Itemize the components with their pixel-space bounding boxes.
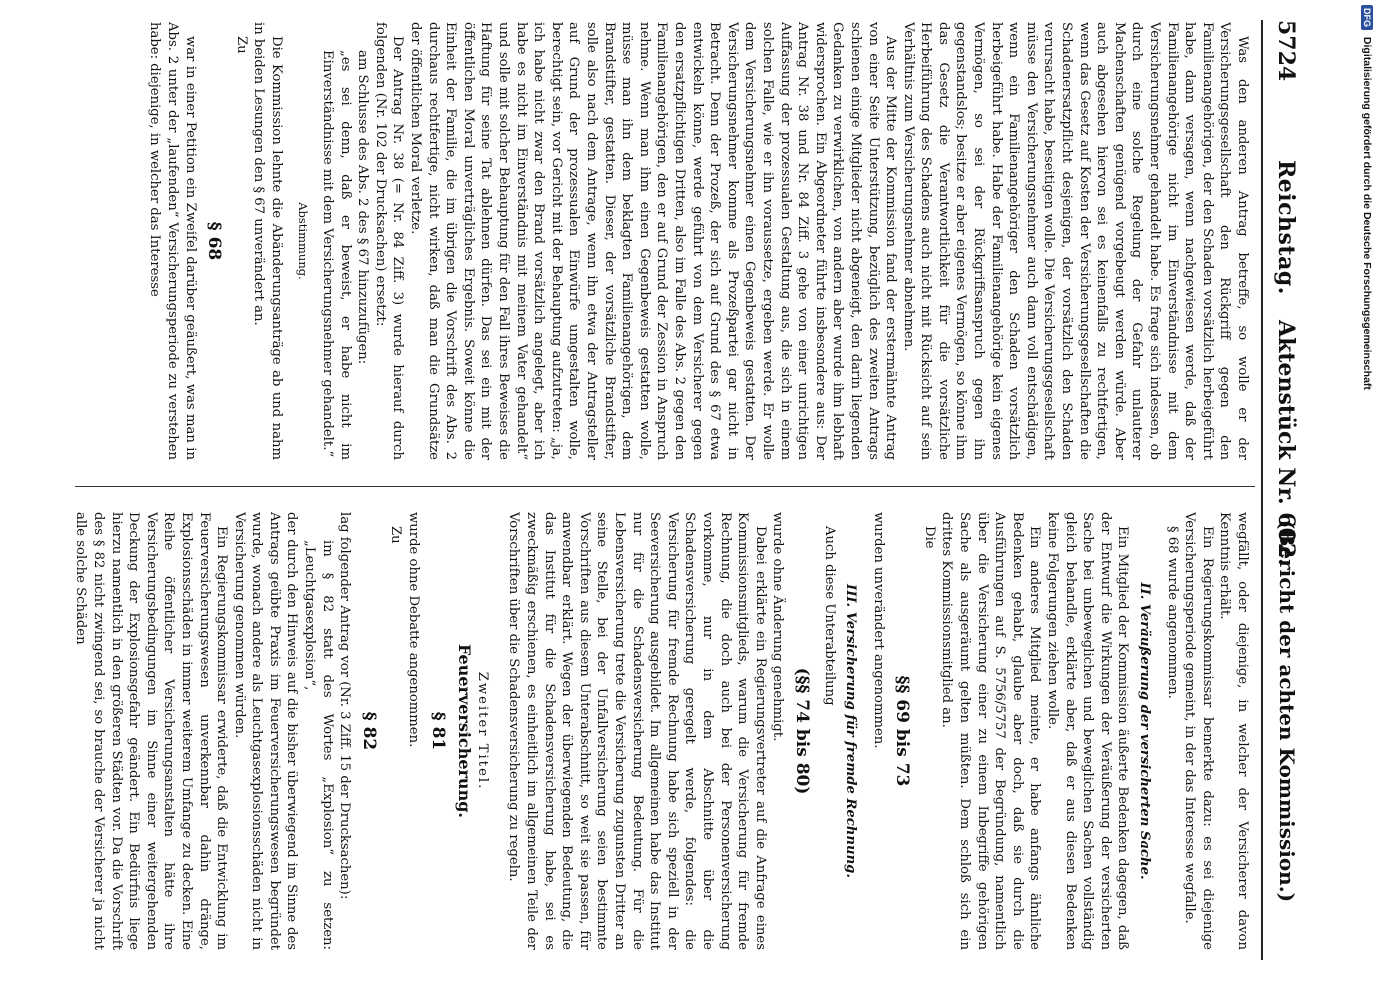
paragraph: wurden unverändert angenommen.	[870, 512, 886, 749]
paragraph: am Schlusse des Abs. 2 des § 67 hinzuzufügen:	[355, 50, 371, 365]
column-divider	[75, 486, 1255, 487]
paragraph: wurde ohne Änderung genehmigt.	[770, 512, 786, 742]
page-number: 5724	[1273, 20, 1299, 82]
digitization-credit: Digitalisierung gefördert durch die Deutsche Forschungsgemeinschaft	[1361, 36, 1373, 390]
digitization-note	[1361, 5, 1373, 1005]
header-right-title: (Bericht der achten Kommission.)	[1275, 520, 1299, 903]
paragraph-lead: Die	[921, 526, 937, 549]
subsection-heading: III. Versicherung für fremde Rechnung.	[843, 584, 859, 878]
dfg-logo: DFG	[1361, 5, 1373, 30]
paragraph-lead: Zu	[388, 526, 404, 544]
paragraph: Ein anderes Mitglied meinte, er habe anfangs ähnliche Bedenken gehabt, glaube aber doch, daß sie durch die Ausführungen auf S. 5756/5757 der Begründung, namentlich über die Versicherung einer zu einem Inbegriffe gehörigen Sache als ausgeräumt gelten müßten. Dem schloß sich ein drittes Kommissionsmitglied an.	[939, 512, 1043, 950]
page-header	[1263, 20, 1307, 960]
paragraph: Was den anderen Antrag betreffe, so wolle er der Versicherungsgesellschaft den Rückgriff gegen den Familienangehörigen, der den Schaden vorsätzlich herbeigeführt habe, dann versagen, wenn nachgewiesen werde, daß der Familienangehörige nicht im Einverständnisse mit dem Versicherungsnehmer gehandelt habe. Es frage sich indessen, ob durch eine solche Regelung der Gefahr unlauterer Machenschaften genügend vorgebeugt werden würde. Aber auch abgesehen hiervon sei es keinenfalls zu rechtfertigen, wenn das Gesetz auf Kosten der Versicherungsgesellschaften die Schadenersatzpflicht desjenigen, der vorsätzlich den Schaden verursacht habe, beseitigen wolle. Die Versicherungsgesellschaft müsse den Versicherungsnehmer auch dann voll entschädigen, wenn ein Familienangehöriger den Schaden vorsätzlich herbeigeführt habe. Habe der Familienangehörige kein eigenes Vermögen, so sei der Rückgriffsanspruch gegen ihn gegenstandslos; besitze er aber eigenes Vermögen, so könne ihm das Gesetz die Verantwortlichkeit für die vorsätzliche Herbeiführung des Schadens auch nicht mit Rücksicht auf sein Verhältnis zum Versicherungsnehmer abnehmen.	[900, 22, 1250, 460]
section-heading: (§§ 74 bis 80)	[791, 667, 812, 795]
paragraph: wurde ohne Debatte angenommen.	[406, 512, 422, 748]
title-label: Zweiter Titel.	[474, 671, 490, 791]
title-name: Feuerversicherung.	[455, 644, 475, 818]
paragraph: Der Antrag Nr. 38 (= Nr. 84 Ziff. 3) wurde hierauf durch folgenden (Nr. 102 der Drucksachen) ersetzt:	[372, 22, 406, 460]
paragraph: der durch den Hinweis auf die bisher überwiegend im Sinne des Antrags geübte Praxis im Feuerversicherungswesen begründet wurde, wonach andere als Leuchtgasexplosionsschäden nicht in Versicherung genommen würden.	[231, 512, 300, 950]
paragraph: Ein Regierungskommissar bemerkte dazu: es sei diejenige Versicherungsperiode gemeint, in der das Interesse wegfalle.	[1182, 512, 1215, 950]
left-column	[71, 22, 1251, 460]
paragraph: wegfällt, oder diejenige, in welcher der Versicherer davon Kenntnis erhält.	[1217, 512, 1250, 950]
vote-label: Abstimmung.	[295, 202, 310, 280]
paragraph: Dabei erklärte ein Regierungsvertreter auf die Anfrage eines Kommissionsmitglieds, warum die Versicherung für fremde Rechnung, die doch auch bei der Personenversicherung vorkomme, nur in dem Abschnitte über die Schadensversicherung geregelt werde, folgendes: die Versicherung für fremde Rechnung habe sich speziell in der Seeversicherung ausgebildet. Im allgemeinen habe das Institut nur für die Schadensversicherung Bedeutung. Für die Lebensversicherung trete die Versicherung zugunsten Dritter an seine Stelle, bei der Unfallversicherung seien bestimmte Vorschriften aus diesem Unterabschnitt, so weit sie passen, für anwendbar erklärt. Wegen der überwiegenden Bedeutung, die das Institut für die Schadensversicherung habe, sei es zweckmäßig erschienen, es einheitlich im allgemeinen Teile der Vorschriften über die Schadensversicherung zu regeln.	[506, 512, 768, 950]
paragraph: Die Kommission lehnte die Abänderungsanträge ab und nahm in beiden Lesungen den § 67 unverändert an.	[251, 22, 284, 460]
section-heading: § 82	[358, 711, 379, 751]
paragraph: Ein Mitglied der Kommission äußerte Bedenken dagegen, daß der Entwurf die Wirkungen der Veräußerung der versicherten Sache bei unbeweglichen und beweglichen Sachen vollständig gleich behandle, erklärte aber, daß er aus diesen Bedenken keine Folgerungen ziehen wolle.	[1045, 512, 1131, 950]
quoted-amendment: „es sei denn, daß er beweist, er habe nicht im Einverständnisse mit dem Versicherungsnehmer gehandelt.“	[320, 50, 353, 460]
paragraph-lead: Zu	[233, 36, 249, 54]
header-document-number: Aktenstück Nr. 602.	[1273, 320, 1299, 566]
paragraph: Ein Regierungskommissar erwiderte, daß die Entwicklung im Feuerversicherungswesen unverkennbar dahin dränge, Explosionsschäden in immer weiterem Umfange zu decken. Eine Reihe öffentlicher Versicherungsanstalten hätte ihre Versicherungsbedingungen im Sinne einer weitergehenden Deckung der Explosionsgefahr geändert. Ein Bedürfnis liege hierzu namentlich in den größeren Städten vor. Da die Vorschrift des § 82 nicht zwingend sei, so brauche der Versicherer ja nicht alle solche Schäden	[73, 512, 230, 950]
right-column	[71, 512, 1251, 950]
section-heading: § 68	[204, 221, 225, 261]
section-heading: § 81	[427, 711, 448, 751]
header-left-title: Reichstag.	[1273, 160, 1299, 295]
document-page	[65, 0, 1355, 1000]
paragraph: lag folgender Antrag vor (Nr. 3 Ziff. 15 der Drucksachen):	[337, 512, 353, 900]
subsection-heading: II. Veräußerung der versicherten Sache.	[1137, 582, 1153, 880]
header-rule	[1261, 20, 1263, 960]
quoted-amendment: im § 82 statt des Wortes „Explosion“ zu setzen: „Leuchtgasexplosion“,	[302, 540, 335, 950]
paragraph: § 68 wurde angenommen.	[1164, 526, 1180, 699]
paragraph: war in einer Petition ein Zweifel darüber geäußert, was man in Abs. 2 unter der „laufenden“ Versicherungsperiode zu verstehen habe: diejenige, in welcher das Interesse	[147, 22, 198, 460]
paragraph: Auch diese Unterabteilung	[821, 526, 837, 706]
paragraph: Aus der Mitte der Kommission fand der erstermähnte Antrag von einer Seite Unterstützung, bezüglich des zweiten Antrags schienen einige Mitglieder nicht abgeneigt, den darin liegenden Gedanken zu verwirklichen, von andern aber wurde ihm lebhaft widersprochen. Ein Abgeordneter führte insbesondere aus: Der Antrag Nr. 38 und Nr. 84 Ziff. 3 gehe von einer unrichtigen Auffassung der prozessualen Gestaltung aus, die sich in einem solchen Falle, wie er ihn voraussetze, ergeben werde. Er wolle dem Versicherungsnehmer einen Gegenbeweis gestatten. Der Versicherungsnehmer komme als Prozeßpartei gar nicht in Betracht. Denn der Prozeß, der sich auf Grund des § 67 etwa entwickeln könne, werde geführt von dem Versicherer gegen den ersatzpflichtigen Dritten, also im Falle des Abs. 2 gegen den Familienangehörigen, den er auf Grund der Zession in Anspruch nehme. Wenn man ihm einen Gegenbeweis gestatten wolle, müsse man ihn dem beklagten Familienangehörigen, dem Brandstifter, gestatten. Dieser, der vorsätzliche Brandstifter, solle also nach dem Antrage, wenn ihn etwa der Antragsteller auf Grund der prozessualen Einwürfe umgestalten wolle, berechtigt sein, vor Gericht mit der Behauptung aufzutreten: „ja, ich habe nicht zwar den Brand vorsätzlich angelegt, aber ich habe es nicht im Einverständnis mit meinem Vater gehandelt“ und solle mit solcher Behauptung für den Fall ihres Beweises die Haftung für seine Tat ablehnen dürfen. Das sei ein mit der öffentlichen Moral unverträgliches Ergebnis. Soweit könne die Einheit der Familie, die im übrigen die Vorschrift des Abs. 2 durchaus rechtfertige, nicht wirken, daß man die Grundsätze der öffentlichen Moral verletze.	[408, 22, 899, 460]
section-heading: §§ 69 bis 73	[892, 675, 913, 787]
